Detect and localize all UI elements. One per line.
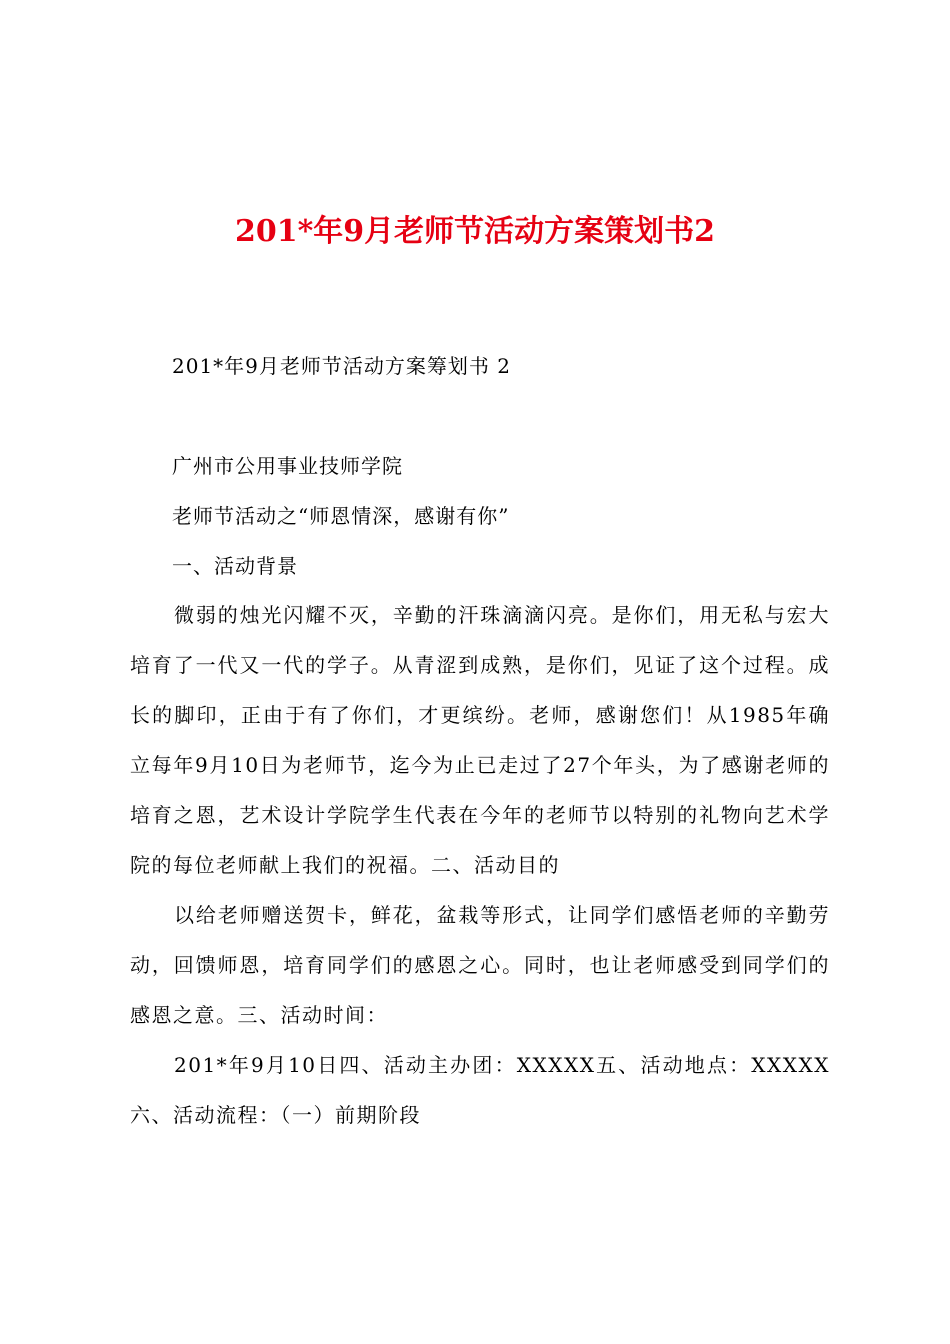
paragraph-schedule: 201*年9月10日四、活动主办团：XXXXX五、活动地点：XXXXX六、活动流程：（一）前期阶段: [130, 1053, 830, 1127]
organization-name: 广州市公用事业技师学院: [172, 454, 403, 478]
document-title: 201*年9月老师节活动方案策划书2: [234, 214, 716, 249]
document-subtitle: 201*年9月老师节活动方案筹划书 2: [172, 354, 511, 378]
activity-name: 老师节活动之“师恩情深，感谢有你”: [172, 504, 510, 528]
paragraph-purpose: 以给老师赠送贺卡，鲜花，盆栽等形式，让同学们感悟老师的辛勤劳动，回馈师恩，培育同学们的感恩之心。同时，也让老师感受到同学们的感恩之意。三、活动时间：: [130, 903, 830, 1027]
paragraph-background: 微弱的烛光闪耀不灭，辛勤的汗珠滴滴闪亮。是你们，用无私与宏大培育了一代又一代的学子。从青涩到成熟，是你们，见证了这个过程。成长的脚印，正由于有了你们，才更缤纷。老师，感谢您们！从1985年确立每年9月10日为老师节，迄今为止已走过了27个年头，为了感谢老师的培育之恩，艺术设计学院学生代表在今年的老师节以特别的礼物向艺术学院的每位老师献上我们的祝福。二、活动目的: [130, 603, 830, 877]
section-heading-background: 一、活动背景: [172, 554, 298, 578]
